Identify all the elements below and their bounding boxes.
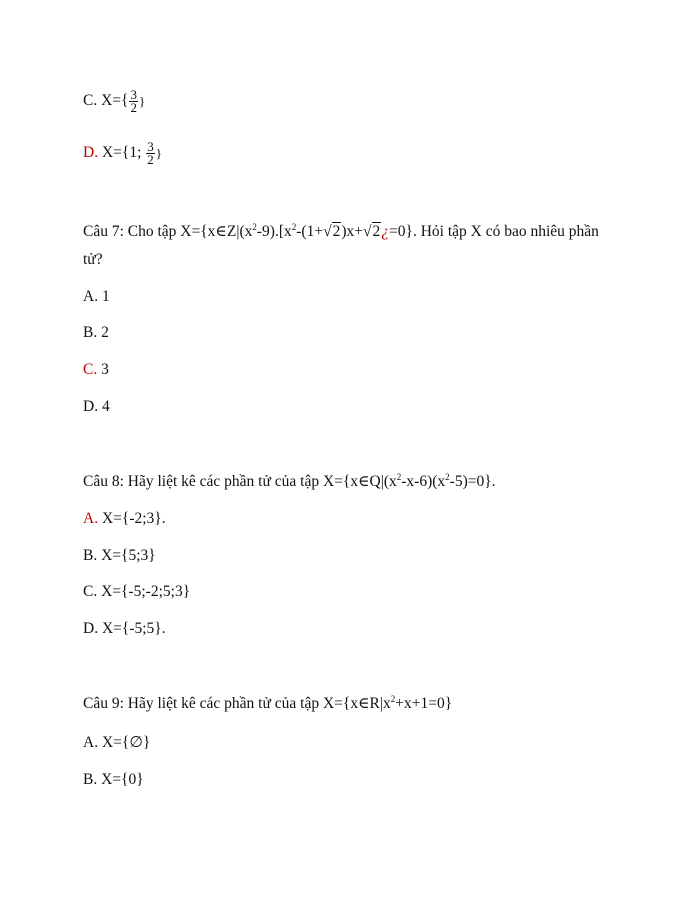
q6-option-d bbox=[83, 141, 162, 166]
option-label-correct: D. bbox=[83, 144, 99, 162]
option-label: C. bbox=[83, 92, 98, 110]
sqrt-sign: √ bbox=[363, 223, 372, 240]
option-label: B. bbox=[83, 771, 98, 788]
option-label: A. bbox=[83, 288, 99, 305]
q8-exponent-1: 2 bbox=[396, 472, 402, 482]
q7-question bbox=[83, 222, 599, 242]
q8-question bbox=[83, 472, 496, 492]
q7-option-a bbox=[83, 287, 110, 307]
q7-exponent-2: 2 bbox=[291, 222, 297, 232]
q8-option-b bbox=[83, 546, 156, 566]
option-text: X={-5;5}. bbox=[98, 620, 166, 637]
option-text: X={0} bbox=[97, 771, 144, 788]
sqrt-2 bbox=[363, 222, 381, 242]
q7-exponent-1: 2 bbox=[252, 222, 257, 232]
option-text: X={-5;-2;5;3} bbox=[97, 583, 191, 600]
q9-text-2: +x+1=0} bbox=[395, 695, 453, 712]
option-suffix: } bbox=[155, 145, 163, 161]
option-text: X={-2;3}. bbox=[98, 510, 166, 527]
q8-option-d bbox=[83, 619, 166, 639]
fraction-denominator: 2 bbox=[147, 152, 154, 167]
q9-text-1: Câu 9: Hãy liệt kê các phần tử của tập X={x∈R|x bbox=[83, 695, 391, 712]
fraction bbox=[146, 141, 155, 166]
q7-text-5: =0}. Hỏi tập X có bao nhiêu phần bbox=[389, 223, 599, 240]
q8-text-2: -x-6)(x bbox=[401, 473, 446, 490]
sqrt-radicand: 2 bbox=[372, 223, 381, 240]
q7-option-c bbox=[83, 360, 109, 380]
q8-exponent-2: 2 bbox=[445, 472, 450, 482]
q8-text-3: -5)=0}. bbox=[449, 473, 496, 490]
q7-text-3: -(1+ bbox=[296, 223, 324, 240]
q8-option-a bbox=[83, 509, 166, 529]
fraction-denominator: 2 bbox=[130, 100, 137, 115]
q7-question-line2: tử? bbox=[83, 251, 103, 268]
broken-glyph: ¿ bbox=[381, 223, 390, 240]
option-text: 3 bbox=[97, 361, 109, 378]
q7-option-b bbox=[83, 323, 109, 343]
fraction bbox=[129, 89, 138, 114]
q9-option-a bbox=[83, 733, 150, 753]
option-text: 2 bbox=[97, 324, 109, 341]
q8-option-c bbox=[83, 582, 190, 602]
option-label: D. bbox=[83, 620, 99, 637]
option-label-correct: A. bbox=[83, 510, 99, 527]
option-text: 1 bbox=[98, 288, 110, 305]
q8-text-1: Câu 8: Hãy liệt kê các phần tử của tập X={x∈Q|(x bbox=[83, 473, 397, 490]
option-text: X={5;3} bbox=[97, 547, 156, 564]
option-label: D. bbox=[83, 398, 99, 415]
q7-text-1: Câu 7: Cho tập X={x∈Z|(x bbox=[83, 223, 253, 240]
q6-option-c bbox=[83, 89, 145, 114]
sqrt-sign: √ bbox=[323, 223, 332, 240]
option-prefix: X={ bbox=[101, 92, 129, 110]
option-text: X={∅} bbox=[98, 734, 151, 751]
option-text: 4 bbox=[98, 398, 110, 415]
option-suffix: } bbox=[138, 93, 146, 109]
sqrt-radicand: 2 bbox=[332, 223, 341, 240]
option-label-correct: C. bbox=[83, 361, 98, 378]
sqrt-2 bbox=[323, 222, 341, 242]
option-label: C. bbox=[83, 583, 98, 600]
option-label: B. bbox=[83, 324, 98, 341]
q7-text-2: -9).[x bbox=[256, 223, 292, 240]
fraction-numerator: 3 bbox=[130, 87, 137, 102]
option-prefix: X={1; bbox=[101, 144, 146, 162]
q7-text-4: )x+ bbox=[341, 223, 364, 240]
fraction-numerator: 3 bbox=[147, 139, 154, 154]
option-label: A. bbox=[83, 734, 99, 751]
q9-option-b bbox=[83, 770, 144, 790]
q9-question bbox=[83, 694, 452, 714]
q9-exponent-1: 2 bbox=[390, 694, 396, 704]
option-label: B. bbox=[83, 547, 98, 564]
q7-option-d bbox=[83, 397, 110, 417]
